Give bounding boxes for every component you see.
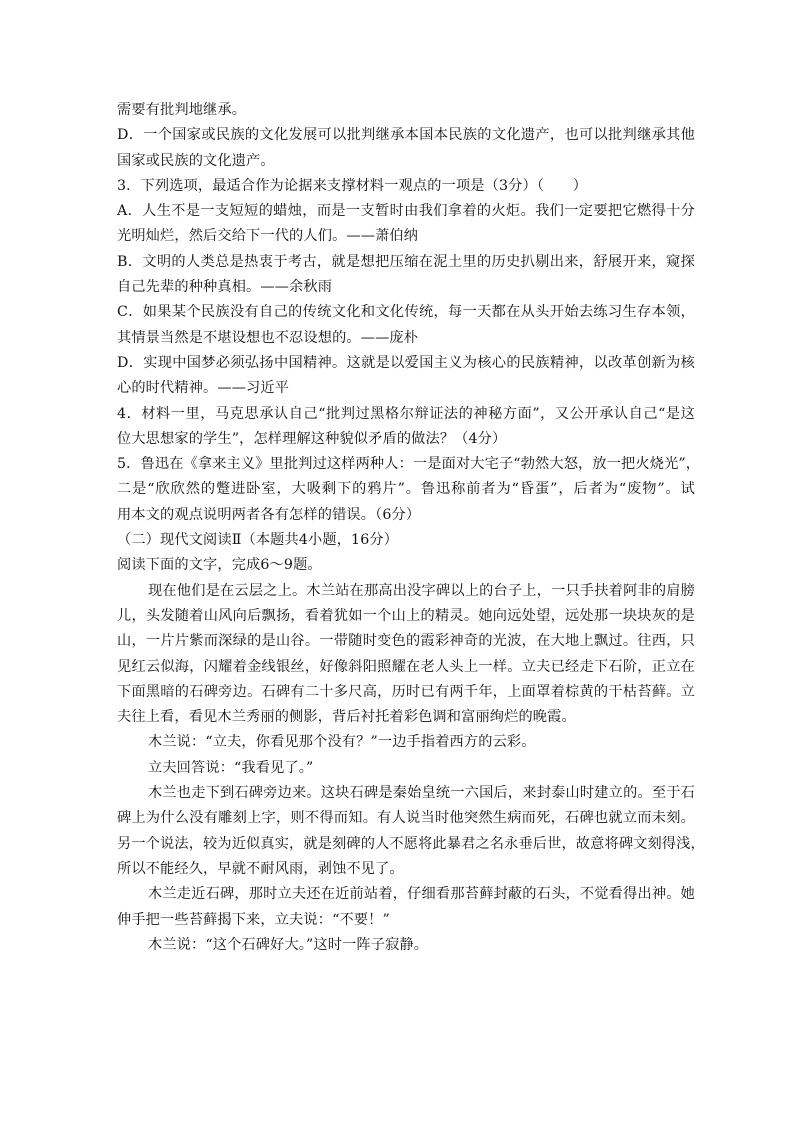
passage-paragraph: 木兰也走下到石碑旁边来。这块石碑是秦始皇统一六国后，来封泰山时建立的。至于石 xyxy=(148,785,695,802)
passage-line: 另一个说法，较为近似真实，就是刻碑的人不愿将此暴君之名永垂后世，故意将碑文刻得浅， xyxy=(117,835,705,852)
text-line: 光明灿烂，然后交给下一代的人们。——萧伯纳 xyxy=(117,228,419,245)
text-line: 位大思想家的学生”，怎样理解这种貌似矛盾的做法？（4分） xyxy=(117,430,507,447)
passage-line: 下面黑暗的石碑旁边。石碑有二十多尺高，历时已有两千年，上面罩着棕黄的干枯苔藓。立 xyxy=(117,683,695,700)
text-line: 用本文的观点说明两者各有怎样的错误。（6分） xyxy=(117,506,421,523)
passage-line: 碑上为什么没有雕刻上字，则不得而知。有人说当时他突然生病而死，石碑也就立而未刻。 xyxy=(117,810,695,827)
text-line: D．一个国家或民族的文化发展可以批判继承本国本民族的文化遗产，也可以批判继承其他 xyxy=(117,127,695,144)
option-a: A．人生不是一支短短的蜡烛，而是一支暂时由我们拿着的火炬。我们一定要把它燃得十分 xyxy=(117,203,695,220)
document-page xyxy=(117,98,705,958)
text-line: 二是“欣欣然的蹩进卧室，大吸剩下的鸦片”。鲁迅称前者为“昏蛋”，后者为“废物”。试 xyxy=(117,481,695,498)
text-line: 心的时代精神。——习近平 xyxy=(117,380,290,397)
question-4: 4．材料一里，马克思承认自己“批判过黑格尔辩证法的神秘方面”，又公开承认自己“是这 xyxy=(117,405,695,422)
passage-paragraph: 木兰说：“立夫，你看见那个没有？”一边手指着西方的云彩。 xyxy=(148,734,536,751)
passage-line: 伸手把一些苔藓揭下来，立夫说：“不要！” xyxy=(117,911,390,928)
passage-paragraph: 立夫回答说：“我看见了。” xyxy=(148,759,314,776)
text-line: 需要有批判地继承。 xyxy=(117,102,247,118)
passage-line: 见红云似海，闪耀着金线银丝，好像斜阳照耀在老人头上一样。立夫已经走下石阶，正立在 xyxy=(117,658,695,675)
section-heading: （二）现代文阅读Ⅱ（本题共4小题，16分） xyxy=(117,532,399,549)
question-5: 5．鲁迅在《拿来主义》里批判过这样两种人：一是面对大宅子“勃然大怒，放一把火烧光”， xyxy=(117,456,701,473)
text-line: 其情景当然是不堪设想也不忍设想的。——庞朴 xyxy=(117,329,419,346)
question-3: 3．下列选项，最适合作为论据来支撑材料一观点的一项是（3分）（ ） xyxy=(117,177,588,194)
text-line: 国家或民族的文化遗产。 xyxy=(117,152,275,169)
passage-line: 所以不能经久，早就不耐风雨，剥蚀不见了。 xyxy=(117,860,404,877)
passage-line: 山，一片片紫而深绿的是山谷。一带随时变色的霞彩神奇的光波，在大地上飘过。往西，只 xyxy=(117,633,695,650)
passage-line: 夫往上看，看见木兰秀丽的侧影，背后衬托着彩色调和富丽绚烂的晚霞。 xyxy=(117,709,576,726)
passage-paragraph: 木兰说：“这个石碑好大。”这时一阵子寂静。 xyxy=(148,936,429,953)
text-line: 自己先辈的种种真相。——余秋雨 xyxy=(117,279,333,296)
reading-instruction: 阅读下面的文字，完成6～9题。 xyxy=(117,557,322,574)
option-b: B．文明的人类总是热衷于考古，就是想把压缩在泥土里的历史扒剔出来，舒展开来，窥探 xyxy=(117,253,695,270)
passage-line: 儿，头发随着山风向后飘扬，看着犹如一个山上的精灵。她向远处望，远处那一块块灰的是 xyxy=(117,607,695,624)
option-d: D．实现中国梦必须弘扬中国精神。这就是以爱国主义为核心的民族精神，以改革创新为核 xyxy=(117,354,695,371)
option-c: C．如果某个民族没有自己的传统文化和文化传统，每一天都在从头开始去练习生存本领， xyxy=(117,304,695,321)
passage-paragraph: 现在他们是在云层之上。木兰站在那高出没字碑以上的台子上，一只手扶着阿非的肩膀 xyxy=(148,582,695,599)
passage-paragraph: 木兰走近石碑，那时立夫还在近前站着，仔细看那苔藓封蔽的石头，不觉看得出神。她 xyxy=(148,886,695,903)
